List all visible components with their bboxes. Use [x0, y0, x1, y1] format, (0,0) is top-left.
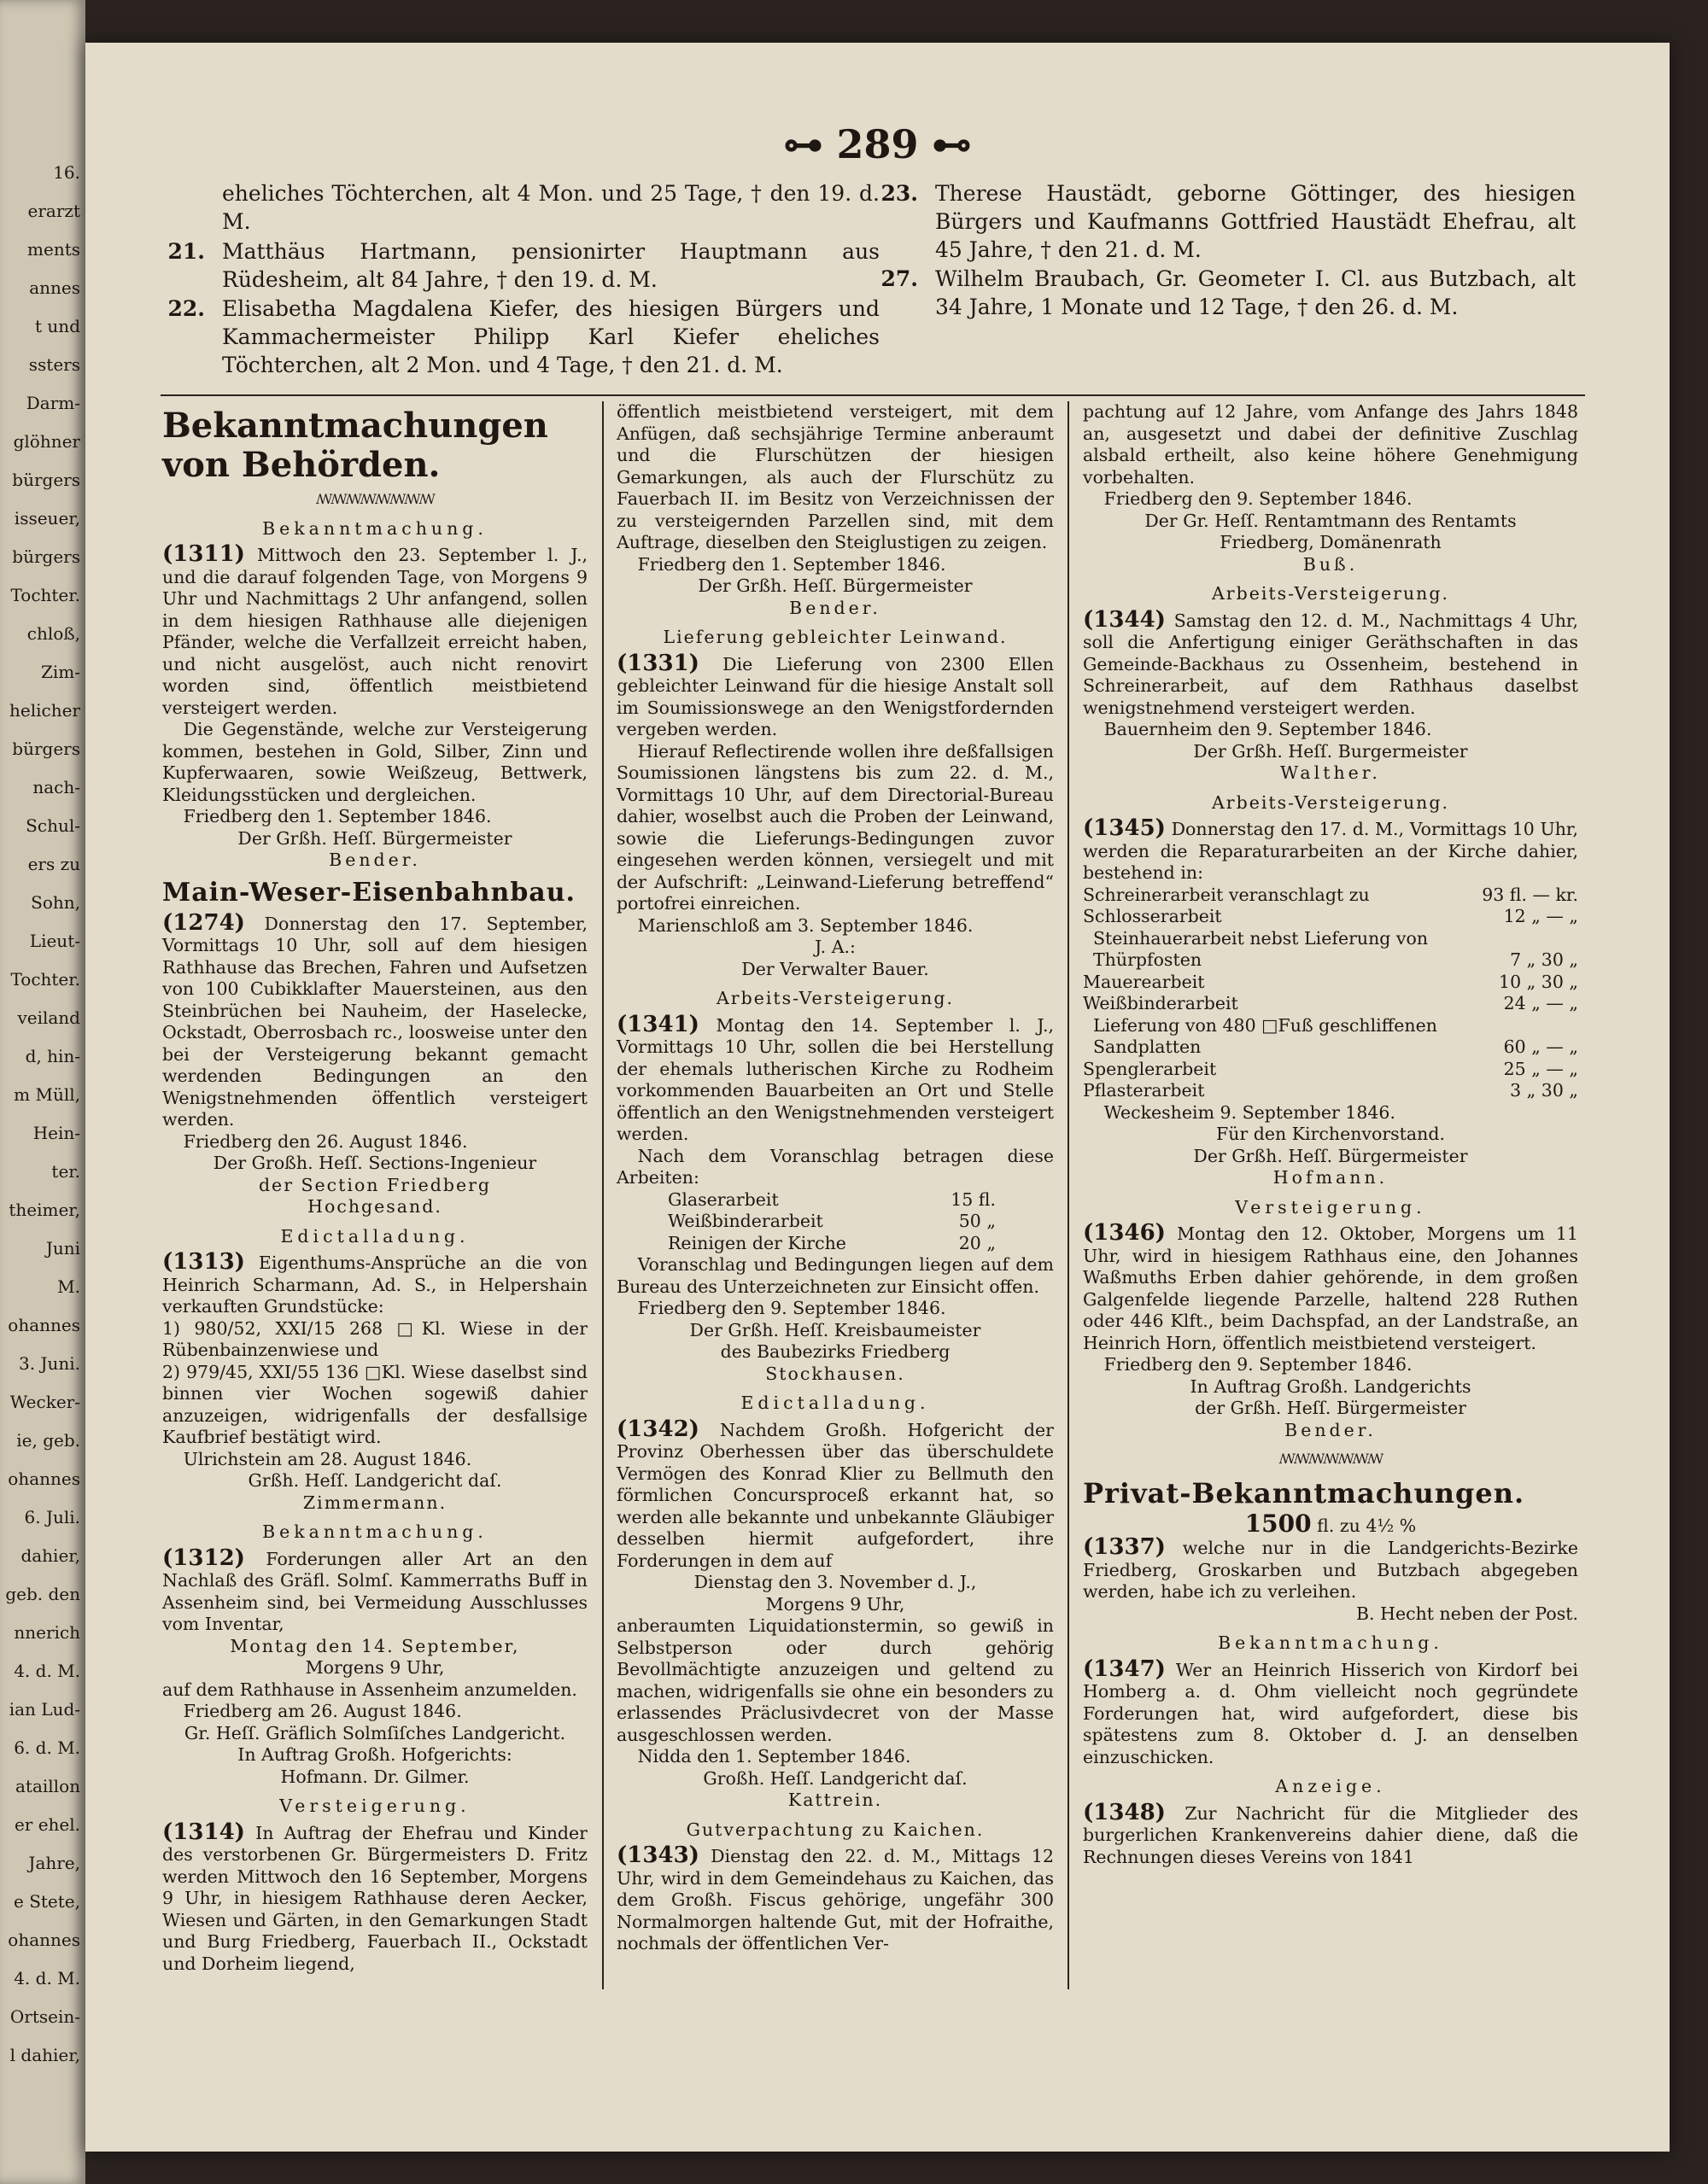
register-entry: eheliches Töchterchen, alt 4 Mon. und 25 Tage, † den 19. d. M.: [222, 181, 880, 234]
column-rule: [1068, 401, 1069, 1989]
table-row: Pflasterarbeit 3 „ 30 „: [1083, 1080, 1578, 1101]
table-row: Glaserarbeit 15 fl.: [668, 1188, 996, 1210]
margin-fragment: Jahre,: [28, 1853, 80, 1873]
margin-fragment: 6. Juli.: [24, 1507, 80, 1527]
column-2: öffentlich meistbietend versteigert, mit dem Anfügen, daß sechsjährige Termine anberaumt und die Flurschützen der hiesigen Gemarkungen, als auch der Flurschütz zu Fauerbach II. im Besitz von Verzeichnissen der zu versteigernden Parzellen sind, mit dem Auftrage, dieselben den Steiglustigen zu zeigen. Friedberg den 1. September 1846. Der Grßh. Heſſ. Bürgermeister Bender. Lieferung gebleichter Leinwand. (1331) Die Lieferung von 2300 Ellen gebleichter Leinwand für die hiesige Anstalt soll im Soumissionswege an den Wenigstfordernden vergeben werden. Hierauf Reflectirende wollen ihre deßfallsigen Soumissionen längstens bis zum 22. d. M., Vormittags 10 Uhr, auf dem Directorial-Bureau dahier, woselbst auch die Proben der Leinwand, sowie die Lieferungs-Bedingungen zuvor eingesehen werden können, versiegelt und mit der Aufschrift: „Leinwand-Lieferung betreffend“ portofrei einreichen. Marienschloß am 3. September 1846. J. A.: Der Verwalter Bauer. Arbeits-Versteigerung. (1341) Montag den 14. September l. J., Vormittags 10 Uhr, sollen die bei Herstellung der ehemals lutherischen Kirche zu Rodheim vorkommenden Bauarbeiten an Ort und Stelle öffentlich an den Wenigstnehmenden versteigert werden. Nach dem Voranschlag betragen diese Arbeiten: Glaserarbeit 15 fl. Weißbinderarbeit 50 „ Reinigen der Kirche 20 „ Voranschlag und Bedingungen liegen auf dem Bureau des Unterzeichneten zur Einsicht offen. Friedberg den 9. September 1846. Der Grßh. Heſſ. Kreisbaumeister des Baubezirks Friedberg Stockhausen. Edictalladung. (1342) Nachdem Großh. Hofgericht der Provinz Oberhessen über das überschuldete Vermögen des Konrad Klier zu Bellmuth den förmlichen Concursproceß erkannt hat, so werden alle bekannte und unbekannte Gläubiger desselben hiermit aufgefordert, ihre Forderungen in dem auf Dienstag den 3. November d. J., Morgens 9 Uhr, anberaumten Liquidationstermin, so gewiß in Selbstperson oder durch gehörig Bevollmächtigte anzuzeigen und geltend zu machen, widrigenfalls sie ohne ein besonders zu erlassendes Präclusivdecret von der Masse ausgeschlossen werden. Nidda den 1. September 1846. Großh. Heſſ. Landgericht daſ. Kattrein. Gutverpachtung zu Kaichen. (1343) Dienstag den 22. d. M., Mittags 12 Uhr, wird in dem Gemeindehaus zu Kaichen, das dem Großh. Fiscus gehörige, ungefähr 300 Normalmorgen haltende Gut, mit der Hofraithe, nochmals der öffentlichen Ver-: [617, 401, 1054, 1953]
margin-fragment: chloß,: [26, 623, 80, 644]
table-row: Schreinerarbeit veranschlagt zu 93 fl. — kr.: [1083, 884, 1578, 905]
cost-table: [1083, 885, 1578, 1102]
section-heading: Main-Weser-Eisenbahnbau.: [162, 877, 576, 908]
page-number: ⊶ 289 ⊷: [783, 121, 972, 167]
notice-heading: Bekanntmachung.: [262, 517, 488, 539]
margin-fragment: 3. Juni.: [19, 1353, 80, 1374]
notice-heading: Bekanntmachung.: [262, 1521, 488, 1542]
notice-1274: (1274) Donnerstag den 17. September, Vormittags 10 Uhr, soll auf dem hiesigen Rathhause das Brechen, Fahren und Aufsetzen von 100 Cubikklafter Mauersteinen, aus den Steinbrüchen bei Nauheim, der Haselecke, Ockstadt, Oberrosbach rc., loosweise unter den bei der Versteigerung bekannt gemacht werdenden Bedingungen an den Wenigstnehmenden öffentlich versteigert werden.: [162, 909, 588, 1130]
table-row: Weißbinderarbeit 50 „: [668, 1211, 996, 1231]
notice-1337: (1337) welche nur in die Landgerichts-Bezirke Friedberg, Groskarben und Butzbach abgegeben werden, habe ich zu verleihen.: [1083, 1534, 1578, 1602]
notice-1342: (1342) Nachdem Großh. Hofgericht der Provinz Oberhessen über das überschuldete Vermögen des Konrad Klier zu Bellmuth den förmlichen Concursproceß erkannt hat, so werden alle bekannte und unbekannte Gläubiger desselben hiermit aufgefordert, ihre Forderungen in dem auf: [617, 1416, 1054, 1571]
ornament: ꟿꟿꟿꟿꟿꟿꟿꟿ: [316, 491, 434, 507]
notice-1314: (1314) In Auftrag der Ehefrau und Kinder des verstorbenen Gr. Bürgermeisters D. Fritz werden Mittwoch den 16 September, Morgens 9 Uhr, in hiesigem Rathhause deren Aecker, Wiesen und Gärten, in den Gemarkungen Stadt und Burg Friedberg, Fauerbach II., Ockstadt und Dorheim liegend,: [162, 1819, 588, 1974]
margin-fragment: bürgers: [12, 470, 80, 490]
column-rule: [602, 401, 604, 1989]
margin-fragment: 4. d. M.: [14, 1968, 80, 1988]
cost-table: [668, 1189, 996, 1255]
margin-fragment: e Stete,: [14, 1891, 80, 1912]
table-row: Weißbinderarbeit 24 „ — „: [1083, 993, 1578, 1013]
ornament: ꟿꟿꟿꟿꟿꟿꟿ: [1278, 1451, 1383, 1467]
previous-page-margin: [0, 0, 85, 2184]
margin-fragment: 16.: [53, 162, 80, 183]
notice-1347: (1347) Wer an Heinrich Hisserich von Kirdorf bei Homberg a. d. Ohm vielleicht noch gegründete Forderungen hat, wird aufgefordert, diese bis spätestens zum 8. Oktober d. J. an denselben einzuschicken.: [1083, 1656, 1578, 1767]
notice-1343: (1343) Dienstag den 22. d. M., Mittags 12 Uhr, wird in dem Gemeindehaus zu Kaichen, das dem Großh. Fiscus gehörige, ungefähr 300 Normalmorgen haltende Gut, mit der Hofraithe, nochmals der öffentlichen Ver-: [617, 1842, 1054, 1953]
margin-fragment: bürgers: [12, 546, 80, 567]
margin-fragment: ohannes: [8, 1469, 80, 1489]
margin-fragment: Juni: [45, 1238, 80, 1258]
margin-fragment: Sohn,: [31, 892, 80, 913]
margin-fragment: geb. den: [5, 1584, 80, 1604]
table-row: Spenglerarbeit 25 „ — „: [1083, 1058, 1578, 1079]
newspaper-page: [85, 43, 1670, 2152]
table-row: Reinigen der Kirche 20 „: [668, 1232, 996, 1253]
table-row: Schlosserarbeit 12 „ — „: [1083, 906, 1578, 926]
notice-heading: Arbeits-Versteigerung.: [1211, 583, 1449, 604]
register-entry: 23. Therese Haustädt, geborne Göttinger, des hiesigen Bürgers und Kaufmanns Gottfried Haustädt Ehefrau, alt 45 Jahre, † den 21. d. M.: [880, 181, 1576, 262]
notice-1312: (1312) Forderungen aller Art an den Nachlaß des Gräfl. Solmſ. Kammerraths Buff in Assenheim sind, bei Vermeidung Ausschlusses vom Inventar,: [162, 1545, 588, 1634]
section-heading: Privat-Bekanntmachungen.: [1083, 1476, 1525, 1510]
margin-fragment: bürgers: [12, 739, 80, 759]
margin-fragment: m Müll,: [14, 1084, 80, 1105]
margin-fragment: Zim-: [40, 662, 80, 682]
notice-1311: (1311) Mittwoch den 23. September l. J., und die darauf folgenden Tage, von Morgens 9 Uhr und Nachmittags 2 Uhr anfangend, sollen in dem hiesigen Rathhause alle diejenigen Pfänder, welche die Verfallzeit erreicht haben, und nicht ausgelöst, auch nicht renovirt worden sind, öffentlich meistbietend versteigert werden.: [162, 541, 588, 718]
margin-fragment: Wecker-: [9, 1392, 80, 1412]
margin-fragment: isseuer,: [14, 508, 80, 528]
margin-fragment: d, hin-: [25, 1046, 80, 1066]
table-row: Steinhauerarbeit nebst Lieferung von Thürpfosten 7 „ 30 „: [1093, 927, 1578, 970]
notice-heading: Anzeige.: [1275, 1776, 1386, 1796]
margin-fragment: t und: [35, 316, 80, 336]
margin-fragment: Ortsein-: [9, 2006, 80, 2027]
horizontal-rule: [161, 394, 1585, 396]
margin-fragment: 4. d. M.: [14, 1661, 80, 1681]
section-heading: Bekanntmachungen von Behörden.: [162, 406, 548, 485]
register-entry: 27. Wilhelm Braubach, Gr. Geometer I. Cl. aus Butzbach, alt 34 Jahre, 1 Monate und 12 Tage, † den 26. d. M.: [880, 266, 1576, 319]
margin-fragment: erarzt: [27, 201, 80, 221]
margin-fragment: Lieut-: [29, 931, 80, 951]
table-row: Lieferung von 480 □Fuß geschliffenen Sandplatten 60 „ — „: [1093, 1014, 1578, 1057]
notice-heading: Bekanntmachung.: [1218, 1632, 1443, 1653]
margin-fragment: theimer,: [9, 1200, 80, 1220]
margin-fragment: dahier,: [20, 1545, 80, 1566]
margin-fragment: glöhner: [13, 431, 80, 452]
margin-fragment: ments: [27, 239, 80, 260]
notice-1331: (1331) Die Lieferung von 2300 Ellen gebleichter Leinwand für die hiesige Anstalt soll im Soumissionswege an den Wenigstfordernden vergeben werden.: [617, 650, 1054, 739]
register-entry: 21. Matthäus Hartmann, pensionirter Hauptmann aus Rüdesheim, alt 84 Jahre, † den 19. d. M.: [167, 239, 880, 292]
notice-heading: Edictalladung.: [740, 1393, 930, 1413]
margin-fragment: annes: [29, 277, 80, 298]
column-3: pachtung auf 12 Jahre, vom Anfange des Jahrs 1848 an, ausgesetzt und dabei der definitive Zuschlag alsbald ertheilt, also keine höhere Genehmigung vorbehalten. Friedberg den 9. September 1846. Der Gr. Heſſ. Rentamtmann des Rentamts Friedberg, Domänenrath Buß. Arbeits-Versteigerung. (1344) Samstag den 12. d. M., Nachmittags 4 Uhr, soll die Anfertigung einiger Geräthschaften in das Gemeinde-Backhaus zu Ossenheim, bestehend in Schreinerarbeit, auf dem Rathhaus daselbst wenigstnehmend versteigert werden. Bauernheim den 9. September 1846. Der Grßh. Heſſ. Burgermeister Walther. Arbeits-Versteigerung. (1345) Donnerstag den 17. d. M., Vormittags 10 Uhr, werden die Reparaturarbeiten an der Kirche dahier, bestehend in: Schreinerarbeit veranschlagt zu 93 fl. — kr. Schlosserarbeit 12 „ — „ Steinhauerarbeit nebst Lieferung von Thürpfosten 7 „ 30 „ Mauerearbeit 10 „ 30 „ Weißbinderarbeit 24 „ — „ Lieferung von 480 □Fuß geschliffenen Sandplatten 60 „ — „ Spenglerarbeit 25 „ — „ Pflasterarbeit 3 „ 30 „ Weckesheim 9. September 1846. Für den Kirchenvorstand. Der Grßh. Heſſ. Bürgermeister Hofmann. Versteigerung. (1346) Montag den 12. Oktober, Morgens um 11 Uhr, wird in hiesigem Rathhaus eine, den Johannes Waßmuths Erben dahier gehörende, in dem großen Galgenfelde liegende Parzelle, haltend 228 Ruthen oder 446 Klft., beim Dachspfad, an der Landstraße, an Heinrich Horn, öffentlich meistbietend versteigert. Friedberg den 9. September 1846. In Auftrag Großh. Landgerichts der Grßh. Heſſ. Bürgermeister Bender. ꟿꟿꟿꟿꟿꟿꟿ Privat-Bekanntmachungen. 1500 fl. zu 4½ % (1337) welche nur in die Landgerichts-Bezirke Friedberg, Groskarben und Butzbach abgegeben werden, habe ich zu verleihen. B. Hecht neben der Post. Bekanntmachung. (1347) Wer an Heinrich Hisserich von Kirdorf bei Homberg a. d. Ohm vielleicht noch gegründete Forderungen hat, wird aufgefordert, diese bis spätestens zum 8. Oktober d. J. an denselben einzuschicken. Anzeige. (1348) Zur Nachricht für die Mitglieder des burgerlichen Krankenvereins dahier diene, daß die Rechnungen dieses Vereins von 1841: [1083, 401, 1578, 1867]
margin-fragment: ter.: [51, 1161, 80, 1182]
continued-notice: öffentlich meistbietend versteigert, mit dem Anfügen, daß sechsjährige Termine anberaumt und die Flurschützen der hiesigen Gemarkungen, als auch der Flurschütz zu Fauerbach II. im Besitz von Verzeichnissen der zu versteigernden Parzellen sind, mit dem Auftrage, dieselben den Steiglustigen zu zeigen.: [617, 401, 1054, 552]
margin-fragment: ohannes: [8, 1930, 80, 1950]
notice-1345: (1345) Donnerstag den 17. d. M., Vormittags 10 Uhr, werden die Reparaturarbeiten an der Kirche dahier, bestehend in:: [1083, 815, 1578, 883]
notice-heading: Gutverpachtung zu Kaichen.: [686, 1819, 985, 1840]
margin-fragment: er ehel.: [14, 1814, 80, 1835]
register-entry: 22. Elisabetha Magdalena Kiefer, des hiesigen Bürgers und Kammachermeister Philipp Karl Kiefer eheliches Töchterchen, alt 2 Mon. und 4 Tage, † den 21. d. M.: [167, 296, 880, 377]
margin-fragment: ohannes: [8, 1315, 80, 1335]
notice-1348: (1348) Zur Nachricht für die Mitglieder des burgerlichen Krankenvereins dahier diene, daß die Rechnungen dieses Vereins von 1841: [1083, 1799, 1578, 1867]
margin-fragment: veiland: [17, 1007, 80, 1028]
margin-fragment: 6. d. M.: [14, 1737, 80, 1758]
margin-fragment: Schul-: [26, 815, 80, 836]
margin-fragment: ie, geb.: [16, 1430, 80, 1451]
margin-fragment: M.: [57, 1276, 80, 1297]
notice-1341: (1341) Montag den 14. September l. J., Vormittags 10 Uhr, sollen die bei Herstellung der ehemals lutherischen Kirche zu Rodheim vorkommenden Bauarbeiten an Ort und Stelle öffentlich an den Wenigstnehmenden versteigert werden.: [617, 1011, 1054, 1144]
notice-heading: Arbeits-Versteigerung.: [1211, 791, 1449, 813]
notice-heading: Lieferung gebleichter Leinwand.: [663, 627, 1008, 647]
column-1: Bekanntmachungen von Behörden. ꟿꟿꟿꟿꟿꟿꟿꟿ Bekanntmachung. (1311) Mittwoch den 23. September l. J., und die darauf folgenden Tage, von Morgens 9 Uhr und Nachmittags 2 Uhr anfangend, sollen in dem hiesigen Rathhause alle diejenigen Pfänder, welche die Verfallzeit erreicht haben, und nicht ausgelöst, auch nicht renovirt worden sind, öffentlich meistbietend versteigert werden. Die Gegenstände, welche zur Versteigerung kommen, bestehen in Gold, Silber, Zinn und Kupferwaaren, sowie Weißzeug, Bettwerk, Kleidungsstücken und dergleichen. Friedberg den 1. September 1846. Der Grßh. Heſſ. Bürgermeister Bender. Main-Weser-Eisenbahnbau. (1274) Donnerstag den 17. September, Vormittags 10 Uhr, soll auf dem hiesigen Rathhause das Brechen, Fahren und Aufsetzen von 100 Cubikklafter Mauersteinen, aus den Steinbrüchen bei Nauheim, der Haselecke, Ockstadt, Oberrosbach rc., loosweise unter den bei der Versteigerung bekannt gemacht werdenden Bedingungen an den Wenigstnehmenden öffentlich versteigert werden. Friedberg den 26. August 1846. Der Großh. Heſſ. Sections-Ingenieur der Section Friedberg Hochgesand. Edictalladung. (1313) Eigenthums-Ansprüche an die von Heinrich Scharmann, Ad. S., in Helpershain verkauften Grundstücke: 1) 980/52, XXI/15 268 □Kl. Wiese in der Rübenbainzenwiese und 2) 979/45, XXI/55 136 □Kl. Wiese daselbst sind binnen vier Wochen sogewiß dahier anzuzeigen, widrigenfalls der desfallsige Kaufbrief bestätigt wird. Ulrichstein am 28. August 1846. Grßh. Heſſ. Landgericht daſ. Zimmermann. Bekanntmachung. (1312) Forderungen aller Art an den Nachlaß des Gräfl. Solmſ. Kammerraths Buff in Assenheim sind, bei Vermeidung Ausschlusses vom Inventar, Montag den 14. September, Morgens 9 Uhr, auf dem Rathhause in Assenheim anzumelden. Friedberg am 26. August 1846. Gr. Heſſ. Gräflich Solmſiſches Landgericht. In Auftrag Großh. Hofgerichts: Hofmann. Dr. Gilmer. Versteigerung. (1314) In Auftrag der Ehefrau und Kinder des verstorbenen Gr. Bürgermeisters D. Fritz werden Mittwoch den 16 September, Morgens 9 Uhr, in hiesigem Rathhause deren Aecker, Wiesen und Gärten, in den Gemarkungen Stadt und Burg Friedberg, Fauerbach II., Ockstadt und Dorheim liegend,: [162, 406, 588, 1974]
notice-1313: (1313) Eigenthums-Ansprüche an die von Heinrich Scharmann, Ad. S., in Helpershain verkauften Grundstücke:: [162, 1249, 588, 1317]
notice-1346: (1346) Montag den 12. Oktober, Morgens um 11 Uhr, wird in hiesigem Rathhaus eine, den Johannes Waßmuths Erben dahier gehörende, in dem großen Galgenfelde liegende Parzelle, haltend 228 Ruthen oder 446 Klft., beim Dachspfad, an der Landstraße, an Heinrich Horn, öffentlich meistbietend versteigert.: [1083, 1220, 1578, 1353]
margin-fragment: helicher: [9, 700, 80, 721]
margin-fragment: Tochter.: [10, 585, 80, 605]
notice-1344: (1344) Samstag den 12. d. M., Nachmittags 4 Uhr, soll die Anfertigung einiger Geräthschaften in das Gemeinde-Backhaus zu Ossenheim, bestehend in Schreinerarbeit, auf dem Rathhaus daselbst wenigstnehmend versteigert werden.: [1083, 606, 1578, 718]
continued-notice: pachtung auf 12 Jahre, vom Anfange des Jahrs 1848 an, ausgesetzt und dabei der definitive Zuschlag alsbald ertheilt, also keine höhere Genehmigung vorbehalten.: [1083, 401, 1578, 488]
margin-fragment: Darm-: [26, 393, 80, 413]
margin-fragment: ian Lud-: [9, 1699, 80, 1720]
loan-offer: 1500 fl. zu 4½ %: [1244, 1509, 1417, 1538]
margin-fragment: ers zu: [27, 854, 80, 874]
table-row: Mauerearbeit 10 „ 30 „: [1083, 971, 1578, 992]
margin-fragment: ssters: [28, 354, 80, 375]
margin-fragment: nnerich: [14, 1622, 80, 1643]
margin-fragment: Tochter.: [10, 969, 80, 990]
notice-heading: Versteigerung.: [1235, 1196, 1426, 1218]
margin-fragment: ataillon: [15, 1776, 80, 1796]
notice-heading: Versteigerung.: [279, 1796, 471, 1816]
notice-heading: Arbeits-Versteigerung.: [716, 988, 954, 1008]
margin-fragment: l dahier,: [9, 2045, 80, 2065]
notice-heading: Edictalladung.: [280, 1225, 470, 1247]
margin-fragment: nach-: [32, 777, 80, 797]
margin-fragment: Hein-: [32, 1123, 80, 1143]
